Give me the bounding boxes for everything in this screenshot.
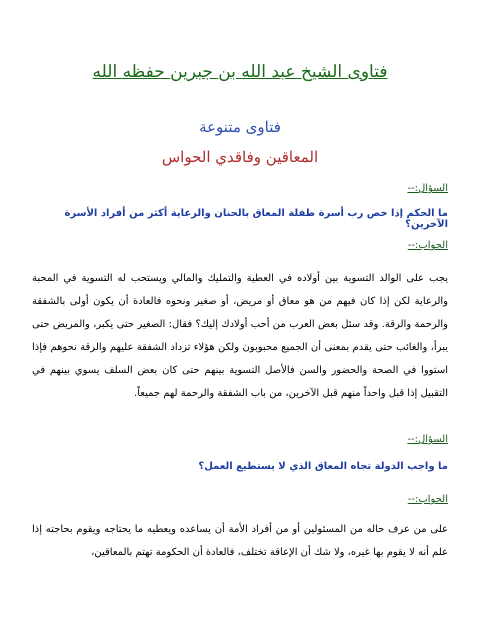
question-label: السؤال:--	[407, 183, 448, 194]
question-label: السؤال:--	[407, 434, 448, 445]
section-title: فتاوى متنوعة	[199, 118, 281, 136]
question-text: ما الحكم إذا خص رب أسرة طفلة المعاق بالحنان والرعاية أكثر من أفراد الأسرة الآخرين؟	[64, 208, 448, 230]
topic-title: المعاقين وفاقدي الحواس	[161, 148, 319, 166]
answer-label: الجواب:--	[407, 494, 448, 505]
document-title: فتاوى الشيخ عبد الله بن جبرين حفظه الله	[92, 62, 388, 82]
question-text: ما واجب الدولة تجاه المعاق الذي لا يستطيع العمل؟	[198, 461, 448, 472]
answer-text: يجب على الوالد التسوية بين أولاده في العطية والتمليك والمالي ويستحب له التسوية في المحبة والرعاية لكن إذا كان فيهم من هو معاق أو مريض، أو صغير ونحوه فالعادة أن يكون أولى بالشفقة والرحمة والرقة. وقد سئل بعض العرب من أحب أولادك إليك؟ فقال: الصغير حتى يكبر، والمريض حتى يبرأ، والغائب حتى يقدم بمعنى أن الجميع محبوبون ولكن هؤلاء تزداد الشفقة عليهم والرقة نحوهم فإذا استووا في الصحة والحضور والسن فالأصل التسوية بينهم حتى كان بعض السلف يسوي بينهم في التقبيل إذا قبل واحداً منهم قبل الآخرين، من باب الشفقة والرحمة لهم جميعاً.	[32, 273, 448, 399]
answer-label: الجواب:--	[407, 240, 448, 251]
answer-text: على من عرف حاله من المسئولين أو من أفراد الأمة أن يساعده ويعطيه ما يحتاجه ويقوم بحاجته إذا علم أنه لا يقوم بها غيره، ولا شك أن الإعاقة تختلف، فالعادة أن الحكومة تهتم بالمعاقين،	[32, 524, 448, 558]
